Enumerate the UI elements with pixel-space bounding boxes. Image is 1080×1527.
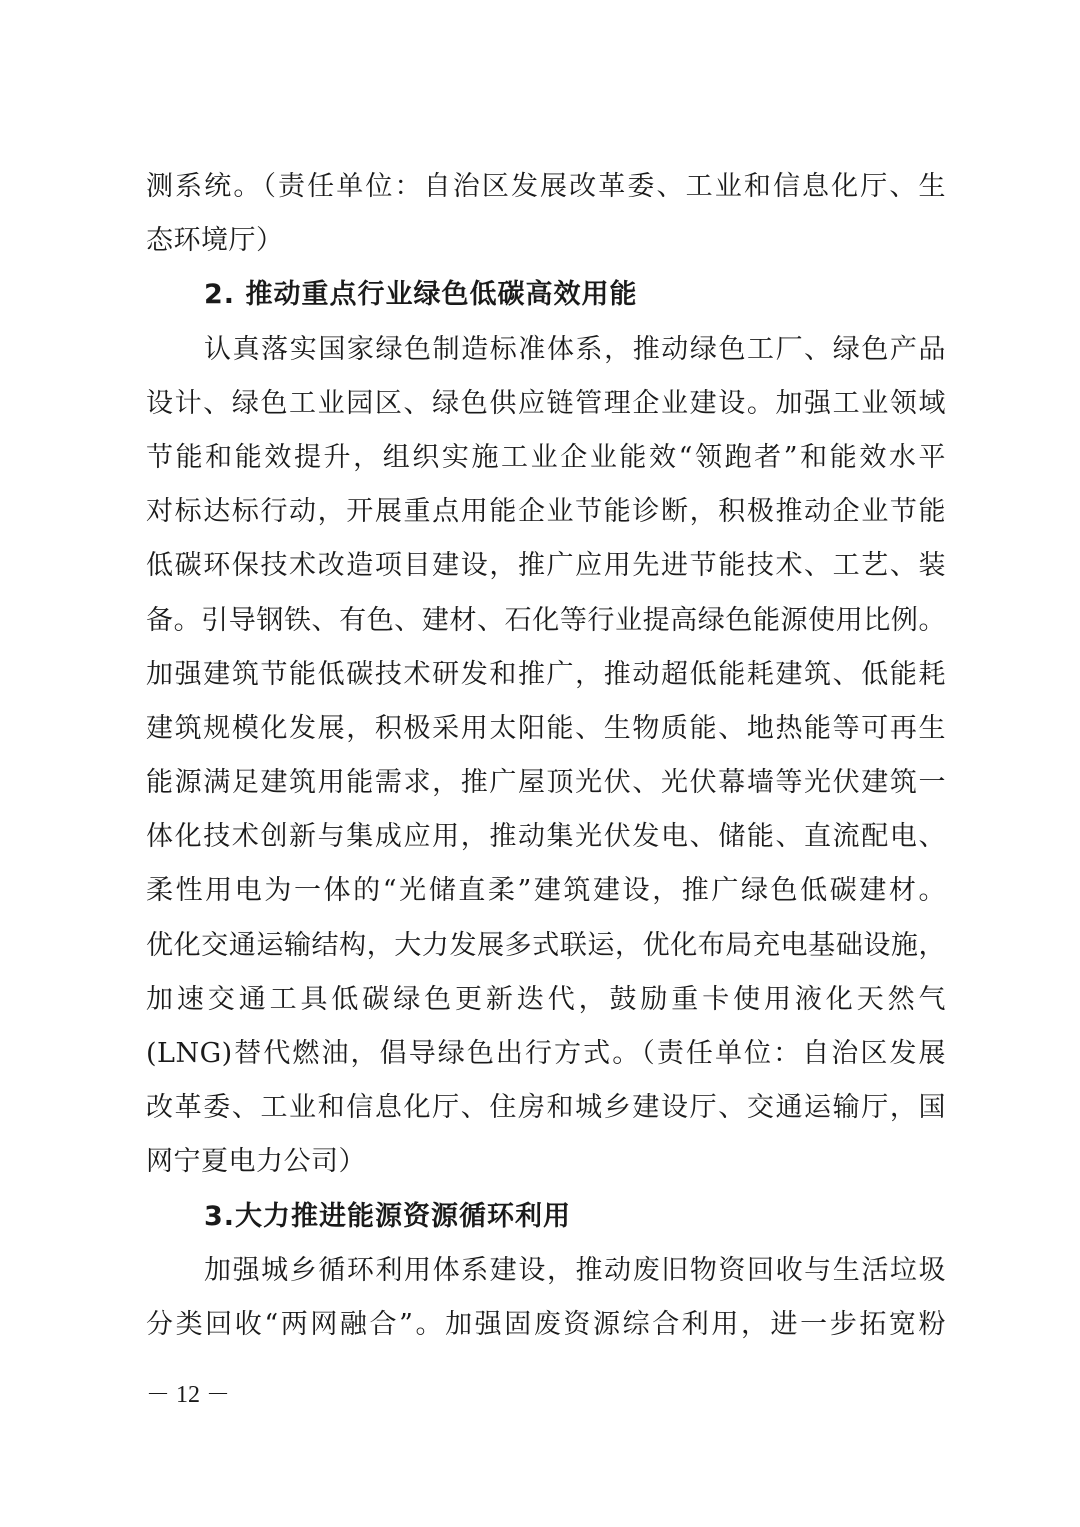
document-page: [146, 160, 946, 1352]
body-text-line: 加速交通工具低碳绿色更新迭代，鼓励重卡使用液化天然气: [146, 983, 946, 1015]
page-number: － 12 －: [146, 1382, 230, 1408]
body-text-line: 设计、绿色工业园区、绿色供应链管理企业建设。加强工业领域: [146, 387, 946, 419]
body-text-line: 优化交通运输结构，大力发展多式联运，优化布局充电基础设施，: [146, 929, 946, 961]
body-text-line: 态环境厅）: [146, 225, 284, 257]
section-heading: 2. 推动重点行业绿色低碳高效用能: [204, 279, 638, 311]
body-text-line: 低碳环保技术改造项目建设，推广应用先进节能技术、工艺、装: [146, 550, 946, 582]
body-text-line: 能源满足建筑用能需求，推广屋顶光伏、光伏幕墙等光伏建筑一: [146, 767, 946, 799]
body-text-line: 测系统。（责任单位：自治区发展改革委、工业和信息化厅、生: [146, 171, 946, 202]
body-text-line: 体化技术创新与集成应用，推动集光伏发电、储能、直流配电、: [146, 821, 946, 853]
body-text-line: 认真落实国家绿色制造标准体系，推动绿色工厂、绿色产品: [204, 333, 946, 365]
body-text-line: (LNG)替代燃油，倡导绿色出行方式。（责任单位：自治区发展: [146, 1038, 946, 1069]
body-text-line: 节能和能效提升，组织实施工业企业能效“领跑者”和能效水平: [146, 441, 946, 473]
body-text-line: 网宁夏电力公司）: [146, 1146, 366, 1178]
body-text-line: 建筑规模化发展，积极采用太阳能、生物质能、地热能等可再生: [146, 712, 946, 744]
body-text-line: 加强建筑节能低碳技术研发和推广，推动超低能耗建筑、低能耗: [146, 658, 946, 690]
body-text-line: 备。引导钢铁、有色、建材、石化等行业提高绿色能源使用比例。: [146, 604, 946, 636]
body-text-line: 分类回收“两网融合”。加强固废资源综合利用，进一步拓宽粉: [146, 1308, 946, 1340]
body-text-line: 改革委、工业和信息化厅、住房和城乡建设厅、交通运输厅，国: [146, 1092, 946, 1124]
section-heading: 3.大力推进能源资源循环利用: [204, 1200, 572, 1232]
body-text-line: 对标达标行动，开展重点用能企业节能诊断，积极推动企业节能: [146, 496, 946, 528]
body-text-line: 柔性用电为一体的“光储直柔”建筑建设，推广绿色低碳建材。: [146, 875, 946, 907]
body-text-line: 加强城乡循环利用体系建设，推动废旧物资回收与生活垃圾: [204, 1254, 946, 1286]
